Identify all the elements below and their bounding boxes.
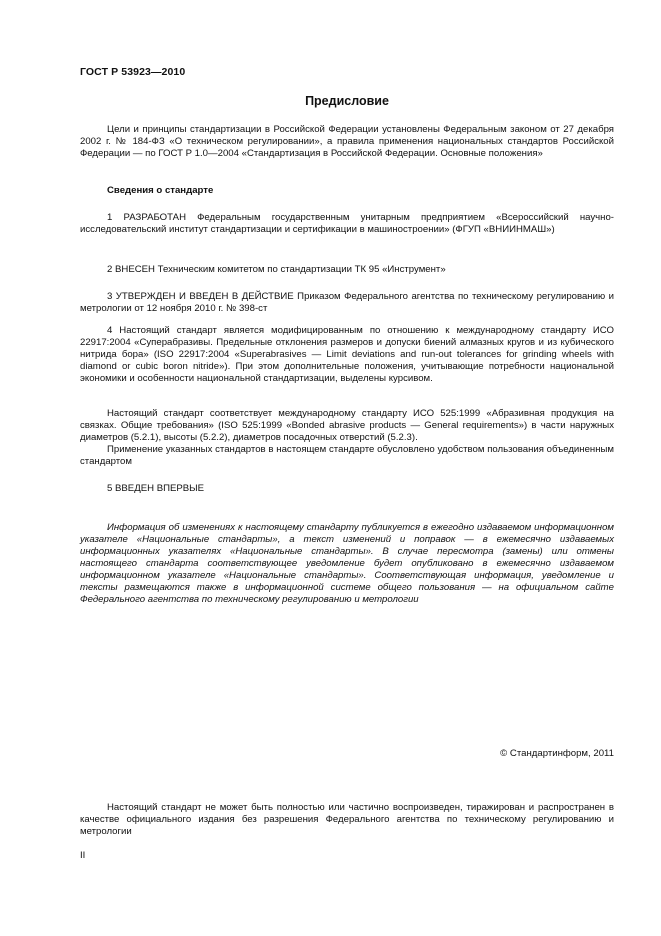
changes-notice: Информация об изменениях к настоящему стандарту публикуется в ежегодно издаваемом информационном указателе «Национальные стандарты», а текст изменений и поправок — в ежемесячно издаваемых информационных указателях «Национальные стандарты». В случае пересмотра (замены) или отмены настоящего стандарта соответствующее уведомление будет опубликовано в ежемесячно издаваемом информационном указателе «Национальные стандарты». Соответствующая информация, уведомление и тексты размещаются также в информационной системе общего пользования — на официальном сайте Федерального агентства по техническому регулированию и метрологии <box>80 522 614 605</box>
about-standard-heading: Сведения о стандарте <box>107 185 214 196</box>
item-1-developed: 1 РАЗРАБОТАН Федеральным государственным унитарным предприятием «Всероссийский научно-исследовательский институт стандартизации и сертификации в машиностроении» (ФГУП «ВНИИНМАШ») <box>80 212 614 235</box>
document-header: ГОСТ Р 53923—2010 <box>80 66 186 78</box>
item-4-modified: 4 Настоящий стандарт является модифицированным по отношению к международному стандарту ИСО 22917:2004 «Суперабразивы. Предельные отклонения размеров и допуски биений алмазных кругов и из кубического нитрида бора» (ISO 22917:2004 «Superabrasives — Limit deviations and run-out tolerances for grinding wheels with diamond or cubic boron nitride»). При этом дополнительные положения, учитывающие потребности национальной экономики и особенности национальной стандартизации, выделены курсивом. <box>80 325 614 384</box>
item-3-approved: 3 УТВЕРЖДЕН И ВВЕДЕН В ДЕЙСТВИЕ Приказом Федерального агентства по техническому регулированию и метрологии от 12 ноября 2010 г. № 398-ст <box>80 291 614 314</box>
copyright: © Стандартинформ, 2011 <box>500 748 614 759</box>
item-5-first-introduced: 5 ВВЕДЕН ВПЕРВЫЕ <box>107 483 205 494</box>
page-title: Предисловие <box>305 94 389 108</box>
intro-paragraph: Цели и принципы стандартизации в Российской Федерации установлены Федеральным законом от 27 декабря 2002 г. № 184-ФЗ «О техническом регулировании», а правила применения национальных стандартов Российской Федерации — по ГОСТ Р 1.0—2004 «Стандартизация в Российской Федерации. Основные положения» <box>80 124 614 159</box>
item-4-application: Применение указанных стандартов в настоящем стандарте обусловлено удобством пользования объединенным стандартом <box>80 444 614 467</box>
reproduction-notice: Настоящий стандарт не может быть полностью или частично воспроизведен, тиражирован и распространен в качестве официального издания без разрешения Федерального агентства по техническому регулированию и метрологии <box>80 802 614 837</box>
item-2-introduced: 2 ВНЕСЕН Техническим комитетом по стандартизации ТК 95 «Инструмент» <box>107 264 446 275</box>
item-4-correspondence: Настоящий стандарт соответствует международному стандарту ИСО 525:1999 «Абразивная продукция на связках. Общие требования» (ISO 525:1999 «Bonded abrasive products — General requirements») в части наружных диаметров (5.2.1), высоты (5.2.2), диаметров посадочных отверстий (5.2.3). <box>80 408 614 443</box>
page-number: II <box>80 850 86 861</box>
